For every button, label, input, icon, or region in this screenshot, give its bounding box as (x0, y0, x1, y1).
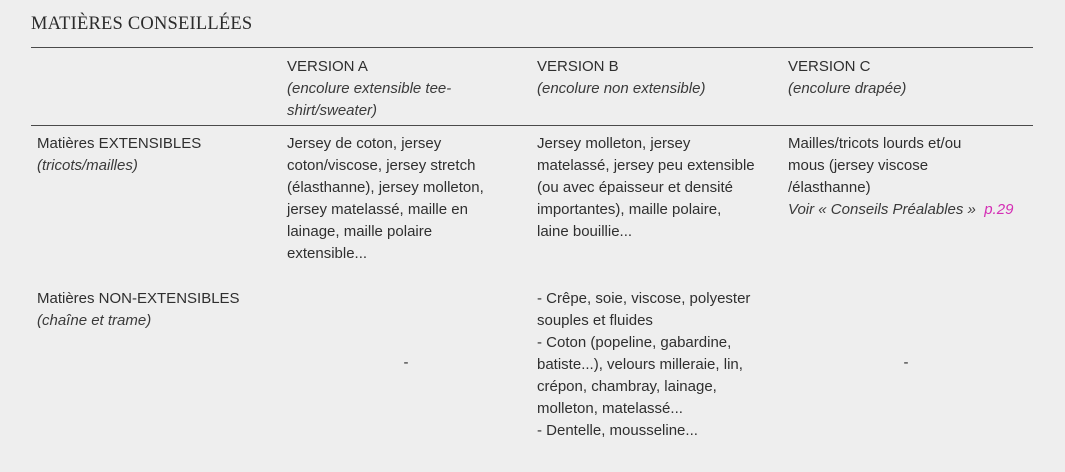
cell-non-extensibles-version-b (537, 288, 750, 442)
cell-line: crépon, chambray, lainage, (537, 378, 717, 395)
row-sublabel: (chaîne et trame) (37, 312, 152, 329)
row-label-non-extensibles (37, 288, 240, 332)
cell-line: Jersey de coton, jersey (287, 135, 442, 152)
column-header-version-a (287, 56, 451, 122)
cell-line: (ou avec épaisseur et densité (537, 179, 733, 196)
column-subtitle-line: shirt/sweater) (287, 102, 378, 119)
column-subtitle-line: (encolure drapée) (788, 80, 907, 97)
cell-extensibles-version-c (788, 133, 1013, 221)
cell-note-line (788, 199, 1013, 221)
cell-line: - Crêpe, soie, viscose, polyester (537, 290, 751, 307)
column-name: VERSION C (788, 58, 871, 75)
row-sublabel: (tricots/mailles) (37, 157, 138, 174)
cell-line: lainage, maille polaire (287, 223, 433, 240)
cell-line: batiste...), velours milleraie, lin, (537, 356, 743, 373)
cell-line: - Coton (popeline, gabardine, (537, 334, 732, 351)
column-subtitle-line: (encolure extensible tee- (287, 80, 452, 97)
cell-line: matelassé, jersey peu extensible (537, 157, 755, 174)
cell-line: souples et fluides (537, 312, 653, 329)
cell-non-extensibles-version-a: - (403, 354, 409, 371)
cell-line: jersey matelassé, maille en (287, 201, 468, 218)
see-also-note: Voir « Conseils Préalables » (788, 201, 976, 218)
column-subtitle-line: (encolure non extensible) (537, 80, 706, 97)
column-header-version-c (788, 56, 906, 100)
row-label: Matières EXTENSIBLES (37, 135, 202, 152)
row-label-extensibles (37, 133, 201, 177)
cell-line: - Dentelle, mousseline... (537, 422, 698, 439)
cell-line: /élasthanne) (788, 179, 871, 196)
header-bottom-rule (31, 125, 1033, 126)
row-label: Matières NON-EXTENSIBLES (37, 290, 240, 307)
column-name: VERSION A (287, 58, 368, 75)
cell-line: importantes), maille polaire, (537, 201, 722, 218)
cell-line: laine bouillie... (537, 223, 633, 240)
cell-line: extensible... (287, 245, 368, 262)
cell-line: coton/viscose, jersey stretch (287, 157, 476, 174)
cell-extensibles-version-b (537, 133, 755, 243)
cell-line: Jersey molleton, jersey (537, 135, 691, 152)
cell-non-extensibles-version-c: - (903, 354, 909, 371)
cell-line: Mailles/tricots lourds et/ou (788, 135, 962, 152)
section-title: MATIÈRES CONSEILLÉES (31, 14, 253, 34)
cell-extensibles-version-a (287, 133, 484, 265)
cell-line: (élasthanne), jersey molleton, (287, 179, 484, 196)
page-reference-link[interactable]: p.29 (984, 201, 1014, 218)
cell-line: mous (jersey viscose (788, 157, 929, 174)
column-header-version-b (537, 56, 705, 100)
header-top-rule (31, 47, 1033, 48)
cell-line: molleton, matelassé... (537, 400, 683, 417)
column-name: VERSION B (537, 58, 619, 75)
